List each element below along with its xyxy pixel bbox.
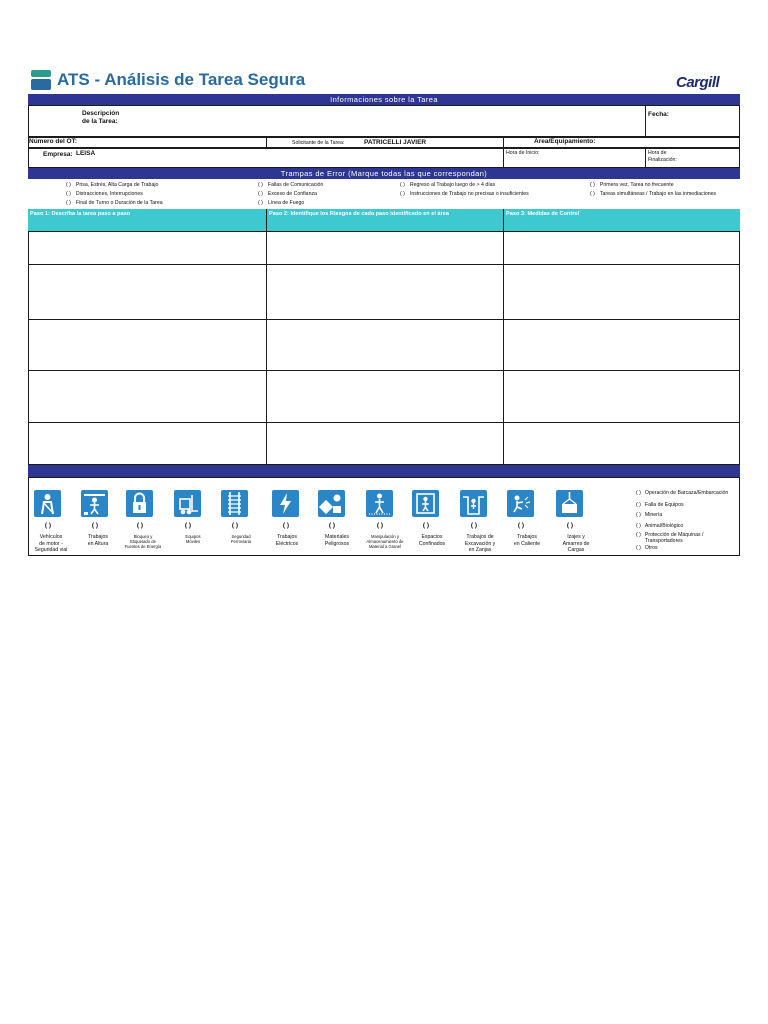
trap-label: Exceso de Confianza bbox=[267, 191, 317, 197]
excavation-icon bbox=[460, 490, 487, 517]
checkbox-marker[interactable]: ( ) bbox=[66, 191, 71, 197]
activity-checkbox[interactable]: ( ) bbox=[328, 522, 336, 529]
grain-handling-icon bbox=[366, 490, 393, 517]
divider bbox=[266, 137, 267, 148]
divider bbox=[645, 105, 646, 137]
checkbox-marker[interactable]: ( ) bbox=[636, 523, 641, 529]
activity-caption: Trabajos de Excavación y en Zanjas bbox=[464, 534, 496, 553]
brand-logo: Cargill bbox=[676, 74, 720, 91]
step1-header: Paso 1: Describa la tarea paso a paso bbox=[30, 211, 131, 217]
option-label: Falla de Equipos bbox=[644, 502, 684, 508]
trap-label: Línea de Fuego bbox=[267, 200, 305, 206]
confined-space-icon bbox=[412, 490, 439, 517]
lifting-load-icon bbox=[556, 490, 583, 517]
activity-checkbox[interactable]: ( ) bbox=[566, 522, 574, 529]
checkbox-marker[interactable]: ( ) bbox=[636, 502, 641, 508]
document-title: ATS - Análisis de Tarea Segura bbox=[57, 70, 306, 89]
checkbox-marker[interactable]: ( ) bbox=[590, 182, 595, 188]
activity-checkbox[interactable]: ( ) bbox=[376, 522, 384, 529]
activity-caption: Equipos Móviles bbox=[185, 534, 201, 545]
trap-option[interactable] bbox=[66, 200, 163, 206]
trap-label: Prisa, Estrés, Alta Carga de Trabajo bbox=[75, 182, 159, 188]
trap-label: Primera vez, Tarea no frecuente bbox=[599, 182, 674, 188]
other-option[interactable] bbox=[636, 490, 728, 496]
area-label: Área/Equipamiento: bbox=[534, 138, 596, 145]
activity-checkbox[interactable]: ( ) bbox=[184, 522, 192, 529]
activity-caption: Materiales Peligrosos bbox=[324, 534, 350, 547]
divider bbox=[645, 148, 646, 168]
step3-header: Paso 3: Medidas de Control bbox=[506, 211, 580, 217]
trap-label: Fallas de Comunicación bbox=[267, 182, 324, 188]
info-section-title: Informaciones sobre la Tarea bbox=[28, 94, 740, 105]
checkbox-marker[interactable]: ( ) bbox=[66, 200, 71, 206]
checkbox-marker[interactable]: ( ) bbox=[636, 490, 641, 496]
activities-bar bbox=[28, 465, 740, 477]
description-label: Descripción de la Tarea: bbox=[82, 110, 120, 125]
company-label: Empresa: bbox=[43, 151, 73, 158]
option-label: Minería bbox=[644, 512, 663, 518]
activity-checkbox[interactable]: ( ) bbox=[422, 522, 430, 529]
trap-option[interactable] bbox=[258, 200, 304, 206]
start-time-label: Hora de Inicio: bbox=[506, 150, 540, 156]
column-divider bbox=[503, 209, 504, 465]
other-option[interactable] bbox=[636, 502, 684, 508]
activity-checkbox[interactable]: ( ) bbox=[470, 522, 478, 529]
checkbox-marker[interactable]: ( ) bbox=[400, 191, 405, 197]
trap-label: Distracciones, Interrupciones bbox=[75, 191, 143, 197]
activity-checkbox[interactable]: ( ) bbox=[136, 522, 144, 529]
activity-checkbox[interactable]: ( ) bbox=[91, 522, 99, 529]
trap-label: Regreso al Trabajo luego de > 4 días bbox=[409, 182, 496, 188]
activity-caption: Izajes y Amarres de Cargas bbox=[562, 534, 590, 553]
activity-caption: Vehículos de motor - Seguridad vial bbox=[34, 534, 68, 553]
column-divider bbox=[266, 209, 267, 465]
electric-bolt-icon bbox=[272, 490, 299, 517]
activity-caption: Trabajos en Caliente bbox=[513, 534, 541, 547]
activity-caption: Manipulación y Almacenamiento de Material a Granel bbox=[366, 534, 404, 550]
trap-label: Instrucciones de Trabajo no precisas o insuficientes bbox=[409, 191, 529, 197]
checkbox-marker[interactable]: ( ) bbox=[590, 191, 595, 197]
checkbox-marker[interactable]: ( ) bbox=[258, 200, 263, 206]
trap-option[interactable] bbox=[66, 182, 158, 188]
ot-number-label: Número del OT: bbox=[29, 138, 78, 145]
checkbox-marker[interactable]: ( ) bbox=[636, 512, 641, 518]
trap-label: Final de Turno o Duración de la Tarea bbox=[75, 200, 163, 206]
other-option[interactable] bbox=[636, 545, 658, 551]
option-label: Animal/Biológico bbox=[644, 523, 684, 529]
other-option[interactable] bbox=[636, 512, 662, 518]
other-option[interactable] bbox=[636, 532, 703, 544]
activity-caption: Espacios Confinados bbox=[418, 534, 446, 547]
trap-option[interactable] bbox=[400, 191, 529, 197]
company-row bbox=[28, 148, 740, 168]
trap-option[interactable] bbox=[590, 182, 674, 188]
row-divider bbox=[28, 319, 740, 320]
trap-option[interactable] bbox=[400, 182, 495, 188]
option-label: Otros bbox=[644, 545, 658, 551]
row-divider bbox=[28, 264, 740, 265]
option-label: Operación de Barcaza/Embarcación bbox=[644, 490, 729, 496]
end-time-label: Hora de Finalización: bbox=[648, 150, 677, 163]
trap-option[interactable] bbox=[258, 191, 317, 197]
divider bbox=[503, 137, 504, 148]
checkbox-marker[interactable]: ( ) bbox=[636, 545, 641, 551]
other-option[interactable] bbox=[636, 523, 683, 529]
energy-lockout-icon bbox=[126, 490, 153, 517]
vehicle-seatbelt-icon bbox=[34, 490, 61, 517]
traps-section-title: Trampas de Error (Marque todas las que correspondan) bbox=[28, 168, 740, 179]
railway-icon bbox=[221, 490, 248, 517]
trap-label: Tareas simultáneas / Trabajo en las inmediaciones bbox=[599, 191, 717, 197]
activity-caption: Trabajos en Altura bbox=[87, 534, 109, 547]
trap-option[interactable] bbox=[590, 191, 716, 197]
hazardous-materials-icon bbox=[318, 490, 345, 517]
activity-caption: Seguridad Ferroviaria bbox=[230, 534, 251, 545]
activity-checkbox[interactable]: ( ) bbox=[44, 522, 52, 529]
step2-header: Paso 2: Identifique los Riesgos de cada paso identificado en el área bbox=[269, 211, 449, 217]
date-label: Fecha: bbox=[648, 111, 669, 118]
row-divider bbox=[28, 422, 740, 423]
activity-caption: Bloqueo y Etiquetado de Fuentes de Energía bbox=[124, 534, 162, 550]
work-at-height-icon bbox=[81, 490, 108, 517]
activity-checkbox[interactable]: ( ) bbox=[231, 522, 239, 529]
ats-logo-icon bbox=[31, 70, 51, 90]
requester-value[interactable]: PATRICELLI JAVIER bbox=[364, 139, 427, 146]
checkbox-marker[interactable]: ( ) bbox=[636, 532, 641, 538]
date-field[interactable] bbox=[735, 105, 740, 137]
activity-caption: Trabajos Eléctricos bbox=[275, 534, 299, 547]
trap-option[interactable] bbox=[66, 191, 143, 197]
hot-work-icon bbox=[507, 490, 534, 517]
activity-checkbox[interactable]: ( ) bbox=[282, 522, 290, 529]
forklift-icon bbox=[174, 490, 201, 517]
divider bbox=[503, 148, 504, 168]
company-value[interactable]: LEISA bbox=[76, 150, 96, 157]
description-box bbox=[28, 105, 740, 137]
requester-label: Solicitante de la Tarea: bbox=[292, 140, 345, 146]
checkbox-marker[interactable]: ( ) bbox=[66, 182, 71, 188]
checkbox-marker[interactable]: ( ) bbox=[400, 182, 405, 188]
row-divider bbox=[28, 370, 740, 371]
checkbox-marker[interactable]: ( ) bbox=[258, 191, 263, 197]
steps-table bbox=[28, 231, 740, 465]
option-label: Protección de Máquinas / Transportadores bbox=[644, 532, 704, 544]
trap-option[interactable] bbox=[258, 182, 323, 188]
activity-checkbox[interactable]: ( ) bbox=[517, 522, 525, 529]
checkbox-marker[interactable]: ( ) bbox=[258, 182, 263, 188]
